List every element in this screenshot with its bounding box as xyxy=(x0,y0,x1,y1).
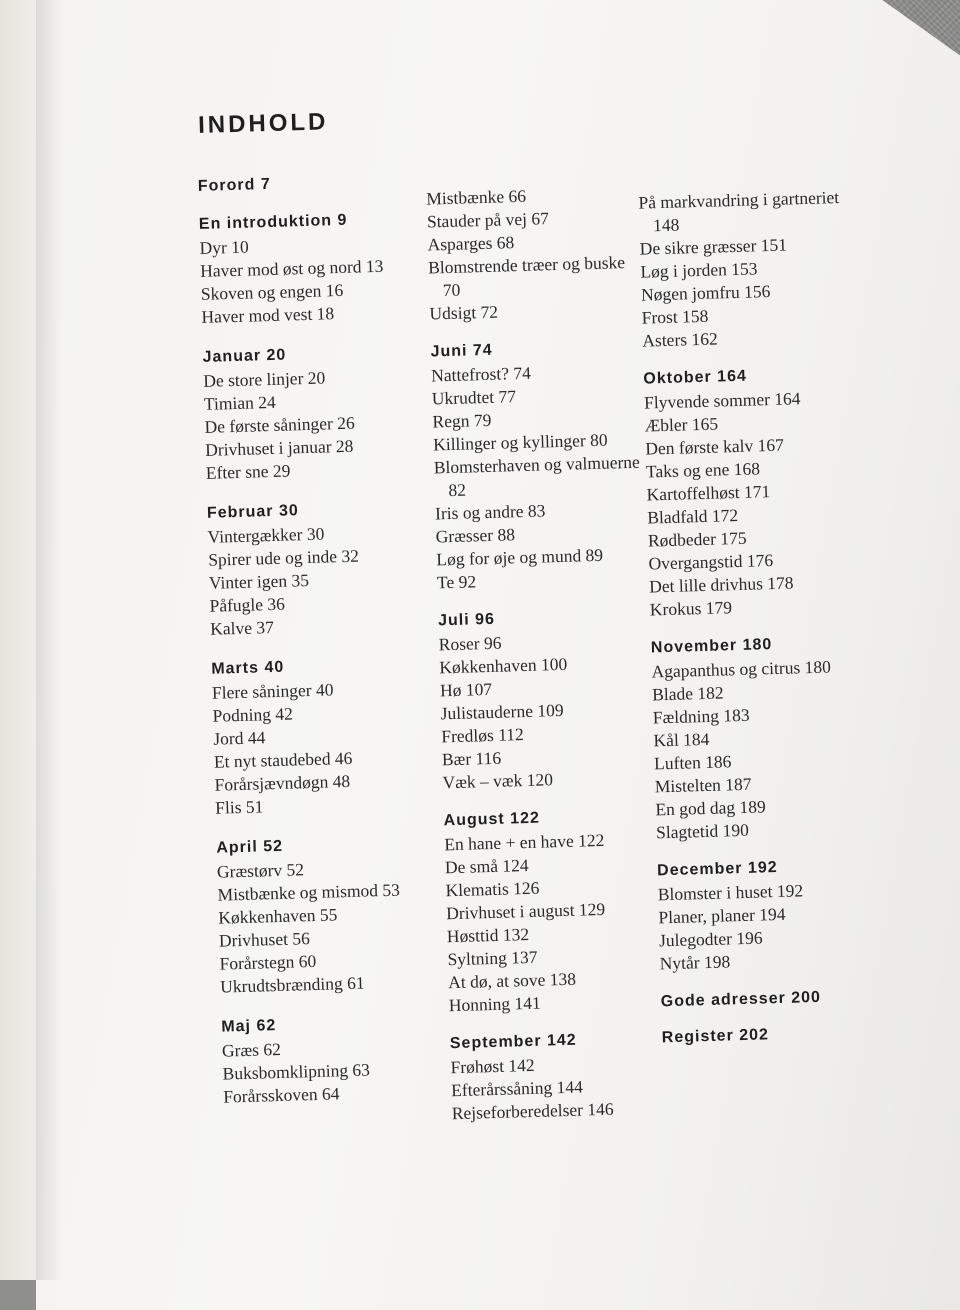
toc-entry: Julegodter 196 xyxy=(658,927,763,951)
toc-section xyxy=(638,185,872,352)
toc-entry: Kalve 37 xyxy=(209,616,275,639)
section-heading: December 192 xyxy=(656,859,778,880)
toc-section xyxy=(657,856,890,975)
toc-entry: Killinger og kyllinger 80 xyxy=(432,429,608,455)
toc-entry: Græstørv 52 xyxy=(216,859,305,882)
toc-entry: Haver mod øst og nord 13 xyxy=(199,255,384,281)
toc-entry: Jord 44 xyxy=(213,727,266,749)
entry-list xyxy=(203,364,431,485)
toc-entry: Luften 186 xyxy=(653,751,732,774)
toc-entry: Det lille drivhus 178 xyxy=(648,572,794,597)
toc-entry: Fredløs 112 xyxy=(441,724,525,747)
toc-entry: Drivhuset i januar 28 xyxy=(204,435,354,460)
toc-entry: Buksbomklipning 63 xyxy=(222,1059,371,1084)
toc-entry: Vinter igen 35 xyxy=(208,570,310,593)
entry-list xyxy=(651,654,886,844)
toc-entry: Skoven og engen 16 xyxy=(200,279,344,304)
toc-entry: Køkkenhaven 100 xyxy=(439,653,568,678)
toc-entry: Den første kalv 167 xyxy=(645,434,785,459)
toc-entry: Stauder på vej 67 xyxy=(426,208,550,232)
section-heading: November 180 xyxy=(650,636,773,657)
toc-entry: Flere såninger 40 xyxy=(211,679,334,703)
toc-entry: Efter sne 29 xyxy=(205,460,291,483)
toc-title: INDHOLD xyxy=(197,108,329,139)
entry-list xyxy=(638,185,872,352)
toc-entry: Spirer ude og inde 32 xyxy=(208,545,360,570)
toc-entry: Overgangstid 176 xyxy=(648,550,774,574)
toc-entry: Nattefrost? 74 xyxy=(430,362,532,386)
toc-entry: Asters 162 xyxy=(642,328,718,351)
toc-section xyxy=(198,172,423,196)
section-heading: Juni 74 xyxy=(430,341,493,361)
toc-entry: Haver mod vest 18 xyxy=(201,303,335,327)
toc-entry: Regn 79 xyxy=(432,409,492,432)
toc-entry: Dyr 10 xyxy=(199,236,249,258)
toc-entry: Vintergækker 30 xyxy=(207,523,325,547)
toc-entry: Podning 42 xyxy=(212,703,294,726)
toc-entry: Ukrudtet 77 xyxy=(431,386,517,409)
toc-section xyxy=(651,633,887,844)
toc-entry: Forårsskoven 64 xyxy=(222,1083,340,1107)
entry-list xyxy=(431,359,652,595)
toc-entry: Te 92 xyxy=(436,571,477,593)
section-heading: Oktober 164 xyxy=(643,367,748,388)
toc-entry: Slagtetid 190 xyxy=(655,819,750,843)
toc-section xyxy=(426,182,645,326)
toc-entry: Græs 62 xyxy=(221,1038,282,1061)
toc-entry: En god dag 189 xyxy=(655,796,767,820)
toc-entry: En hane + en have 122 xyxy=(444,829,605,855)
section-heading: Marts 40 xyxy=(211,658,285,678)
toc-section xyxy=(443,806,664,1017)
toc-entry: Timian 24 xyxy=(203,391,276,414)
toc-entry: Græsser 88 xyxy=(435,524,516,547)
toc-entry: Taks og ene 168 xyxy=(645,458,761,482)
toc-entry: At dø, at sove 138 xyxy=(447,968,577,993)
toc-entry: Et nyt staudebed 46 xyxy=(213,747,353,772)
toc-entry: Forårstegn 60 xyxy=(219,950,317,974)
toc-entry: Mistelten 187 xyxy=(654,773,752,797)
toc-entry: Udsigt 72 xyxy=(429,301,499,324)
toc-section xyxy=(662,1023,892,1047)
toc-entry: Roser 96 xyxy=(438,632,502,655)
toc-entry: Rejseforberedelser 146 xyxy=(451,1098,614,1124)
entry-list xyxy=(199,231,426,329)
toc-entry: Kartoffelhøst 171 xyxy=(646,481,771,505)
toc-entry: Blomster i huset 192 xyxy=(657,880,804,905)
toc-entry: Nøgen jomfru 156 xyxy=(640,281,771,305)
toc-entry: Påfugle 36 xyxy=(209,593,286,616)
toc-entry: Drivhuset 56 xyxy=(218,928,311,951)
toc-entry: Mistbænke 66 xyxy=(426,185,527,209)
toc-entry: Bær 116 xyxy=(441,747,502,770)
toc-entry: Høsttid 132 xyxy=(446,923,530,947)
toc-section xyxy=(430,338,652,595)
toc-entry: De første såninger 26 xyxy=(204,412,355,437)
toc-entry: Nytår 198 xyxy=(659,951,731,974)
toc-entry: Køkkenhaven 55 xyxy=(218,904,338,928)
entry-list xyxy=(644,385,880,621)
toc-entry: Løg for øje og mund 89 xyxy=(436,544,604,570)
toc-entry: Løg i jorden 153 xyxy=(640,258,758,282)
toc-entry: Ukrudtsbrænding 61 xyxy=(219,972,365,997)
toc-entry: Blomstrende træer og buske 70 xyxy=(427,252,626,301)
section-heading: En introduktion 9 xyxy=(198,211,348,233)
toc-section xyxy=(216,833,445,998)
entry-list xyxy=(207,520,435,641)
section-heading: August 122 xyxy=(443,809,541,830)
toc-entry: Fældning 183 xyxy=(652,704,750,728)
section-heading: Maj 62 xyxy=(221,1017,277,1036)
toc-entry: Kål 184 xyxy=(653,728,710,751)
toc-entry: Bladfald 172 xyxy=(646,504,739,528)
toc-entry: Honning 141 xyxy=(448,992,541,1016)
toc-entry: Krokus 179 xyxy=(649,597,733,620)
toc-entry: Iris og andre 83 xyxy=(434,500,546,524)
toc-entry: Blade 182 xyxy=(651,682,724,705)
toc-entry: Rødbeder 175 xyxy=(647,527,747,551)
section-heading: Register 202 xyxy=(661,1026,770,1047)
toc-entry: Syltning 137 xyxy=(447,946,538,970)
section-heading: April 52 xyxy=(216,837,284,857)
toc-entry: De store linjer 20 xyxy=(203,367,326,391)
section-heading: Februar 30 xyxy=(206,502,300,522)
toc-section xyxy=(221,1012,448,1108)
entry-list xyxy=(438,627,657,794)
toc-entry: Flyvende sommer 164 xyxy=(643,388,801,413)
section-heading: Juli 96 xyxy=(437,610,496,630)
toc-section xyxy=(202,343,431,485)
section-heading: Forord 7 xyxy=(197,175,271,195)
toc-entry: Hø 107 xyxy=(439,678,493,701)
entry-list xyxy=(212,675,441,819)
toc-section xyxy=(438,606,658,794)
toc-section xyxy=(199,210,427,329)
entry-list xyxy=(450,1050,667,1125)
toc-entry: Agapanthus og citrus 180 xyxy=(651,656,832,682)
toc-section xyxy=(450,1029,667,1125)
toc-section xyxy=(661,987,891,1011)
toc-entry: Drivhuset i august 129 xyxy=(445,898,606,924)
toc-entry: De sikre græsser 151 xyxy=(639,234,788,259)
toc-entry: Væk – væk 120 xyxy=(442,769,554,793)
toc-entry: Julistauderne 109 xyxy=(440,699,564,724)
toc-section xyxy=(207,499,436,641)
toc-entry: Planer, planer 194 xyxy=(658,903,786,928)
section-heading: September 142 xyxy=(449,1031,577,1053)
section-heading: Januar 20 xyxy=(202,346,287,366)
toc-entry: Æbler 165 xyxy=(644,413,719,436)
toc-column-3 xyxy=(638,185,892,1065)
toc-entry: Mistbænke og mismod 53 xyxy=(217,879,401,905)
toc-entry: På markvandring i gartneriet 148 xyxy=(638,187,840,236)
entry-list xyxy=(444,827,664,1017)
toc-entry: Blomsterhaven og valmuerne 82 xyxy=(433,451,641,501)
entry-list xyxy=(222,1033,449,1108)
toc-entry: Klematis 126 xyxy=(445,877,540,901)
toc-entry: Flis 51 xyxy=(214,796,264,818)
toc-entry: Forårsjævndøgn 48 xyxy=(214,770,351,795)
section-heading: Gode adresser 200 xyxy=(660,988,822,1011)
entry-list xyxy=(426,182,645,326)
entry-list xyxy=(657,877,889,975)
toc-entry: De små 124 xyxy=(444,854,529,878)
toc-entry: Frøhøst 142 xyxy=(450,1054,535,1078)
entry-list xyxy=(217,854,446,998)
toc-entry: Efterårssåning 144 xyxy=(450,1076,584,1101)
toc-section xyxy=(643,364,880,621)
toc-column-1 xyxy=(198,172,449,1129)
toc-column-2 xyxy=(426,182,668,1144)
toc-entry: Asparges 68 xyxy=(427,232,515,255)
toc-entry: Frost 158 xyxy=(641,305,709,328)
toc-section xyxy=(211,654,440,819)
